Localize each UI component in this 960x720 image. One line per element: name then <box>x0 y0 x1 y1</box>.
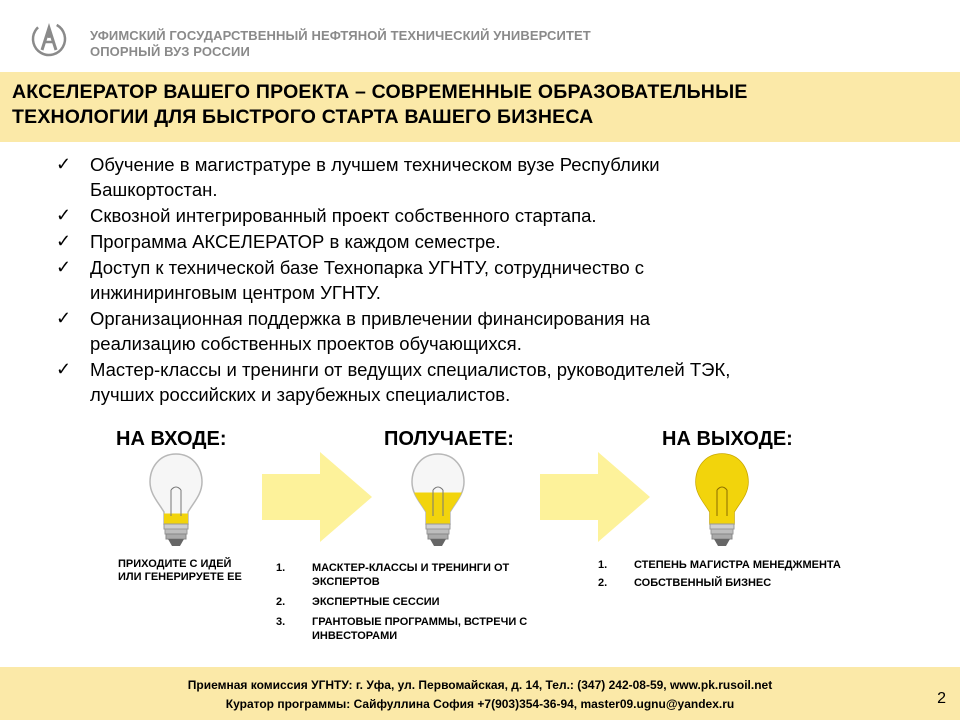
list-item-line: Мастер-классы и тренинги от ведущих специалистов, руководителей ТЭК, <box>90 359 731 380</box>
check-icon: ✓ <box>56 231 72 251</box>
list-item-line: ЭКСПЕРТОВ <box>312 576 380 588</box>
university-line-2: ОПОРНЫЙ ВУЗ РОССИИ <box>90 44 250 59</box>
list-item-line: ИНВЕСТОРАМИ <box>312 630 398 642</box>
list-item-line: лучших российских и зарубежных специалистов. <box>90 384 511 405</box>
list-item <box>56 255 856 305</box>
footer-admissions: Приемная комиссия УГНТУ: г. Уфа, ул. Первомайская, д. 14, Тел.: (347) 242-08-59, www.pk.rusoil.net <box>187 678 773 692</box>
list-item <box>598 576 918 590</box>
footer-band <box>0 667 960 720</box>
list-item-line: СОБСТВЕННЫЙ БИЗНЕС <box>634 577 772 589</box>
arrow-right-icon <box>262 452 372 542</box>
ugntu-logo-icon <box>30 20 68 58</box>
list-item <box>276 615 576 643</box>
input-caption-line: ИЛИ ГЕНЕРИРУЕТЕ ЕЕ <box>118 571 242 583</box>
list-item-line: Обучение в магистратуре в лучшем техническом вузе Республики <box>90 154 660 175</box>
list-item-line: Доступ к технической базе Технопарка УГНТУ, сотрудничество с <box>90 257 644 278</box>
list-item <box>56 229 856 254</box>
slide-title <box>12 80 912 130</box>
check-icon: ✓ <box>56 308 72 328</box>
university-name <box>90 28 591 60</box>
list-item-line: ЭКСПЕРТНЫЕ СЕССИИ <box>312 596 440 608</box>
receive-list <box>276 561 576 649</box>
arrow-right-icon <box>540 452 650 542</box>
check-icon: ✓ <box>56 359 72 379</box>
output-list <box>598 558 918 596</box>
output-heading: НА ВЫХОДЕ: <box>662 428 793 450</box>
lightbulb-empty-icon <box>146 450 206 550</box>
list-item-line: МАСКТЕР-КЛАССЫ И ТРЕНИНГИ ОТ <box>312 562 510 574</box>
list-item <box>56 152 856 202</box>
list-number: 2. <box>276 596 286 608</box>
list-item-line: Башкортостан. <box>90 179 218 200</box>
list-item <box>276 561 576 589</box>
list-item <box>56 203 856 228</box>
list-number: 3. <box>276 616 286 628</box>
lightbulb-lit-icon <box>692 450 752 550</box>
input-heading: НА ВХОДЕ: <box>116 428 227 450</box>
list-item <box>276 595 576 609</box>
slide-title-line-2: ТЕХНОЛОГИИ ДЛЯ БЫСТРОГО СТАРТА ВАШЕГО БИЗНЕСА <box>12 106 594 128</box>
list-item <box>598 558 918 572</box>
list-item-line: ГРАНТОВЫЕ ПРОГРАММЫ, ВСТРЕЧИ С <box>312 616 528 628</box>
page-number: 2 <box>937 690 946 707</box>
footer-curator: Куратор программы: Сайфуллина София +7(903)354-36-94, master09.ugnu@yandex.ru <box>225 697 735 711</box>
lightbulb-half-icon <box>408 450 468 550</box>
slide-title-line-1: АКСЕЛЕРАТОР ВАШЕГО ПРОЕКТА – СОВРЕМЕННЫЕ ОБРАЗОВАТЕЛЬНЫЕ <box>12 81 748 103</box>
list-item <box>56 357 856 407</box>
input-caption-line: ПРИХОДИТЕ С ИДЕЙ <box>118 558 232 570</box>
receive-heading: ПОЛУЧАЕТЕ: <box>384 428 514 450</box>
list-item-line: Организационная поддержка в привлечении финансирования на <box>90 308 651 329</box>
benefits-list <box>56 152 856 408</box>
list-item-line: Программа АКСЕЛЕРАТОР в каждом семестре. <box>90 231 501 252</box>
list-number: 2. <box>598 577 608 589</box>
list-item-line: реализацию собственных проектов обучающихся. <box>90 333 522 354</box>
list-item <box>56 306 856 356</box>
check-icon: ✓ <box>56 154 72 174</box>
check-icon: ✓ <box>56 257 72 277</box>
check-icon: ✓ <box>56 205 72 225</box>
list-number: 1. <box>598 559 608 571</box>
input-caption <box>118 558 242 584</box>
list-item-line: СТЕПЕНЬ МАГИСТРА МЕНЕДЖМЕНТА <box>634 559 841 571</box>
list-item-line: Сквозной интегрированный проект собственного стартапа. <box>90 205 597 226</box>
list-item-line: инжиниринговым центром УГНТУ. <box>90 282 381 303</box>
list-number: 1. <box>276 562 286 574</box>
university-line-1: УФИМСКИЙ ГОСУДАРСТВЕННЫЙ НЕФТЯНОЙ ТЕХНИЧЕСКИЙ УНИВЕРСИТЕТ <box>90 28 591 43</box>
